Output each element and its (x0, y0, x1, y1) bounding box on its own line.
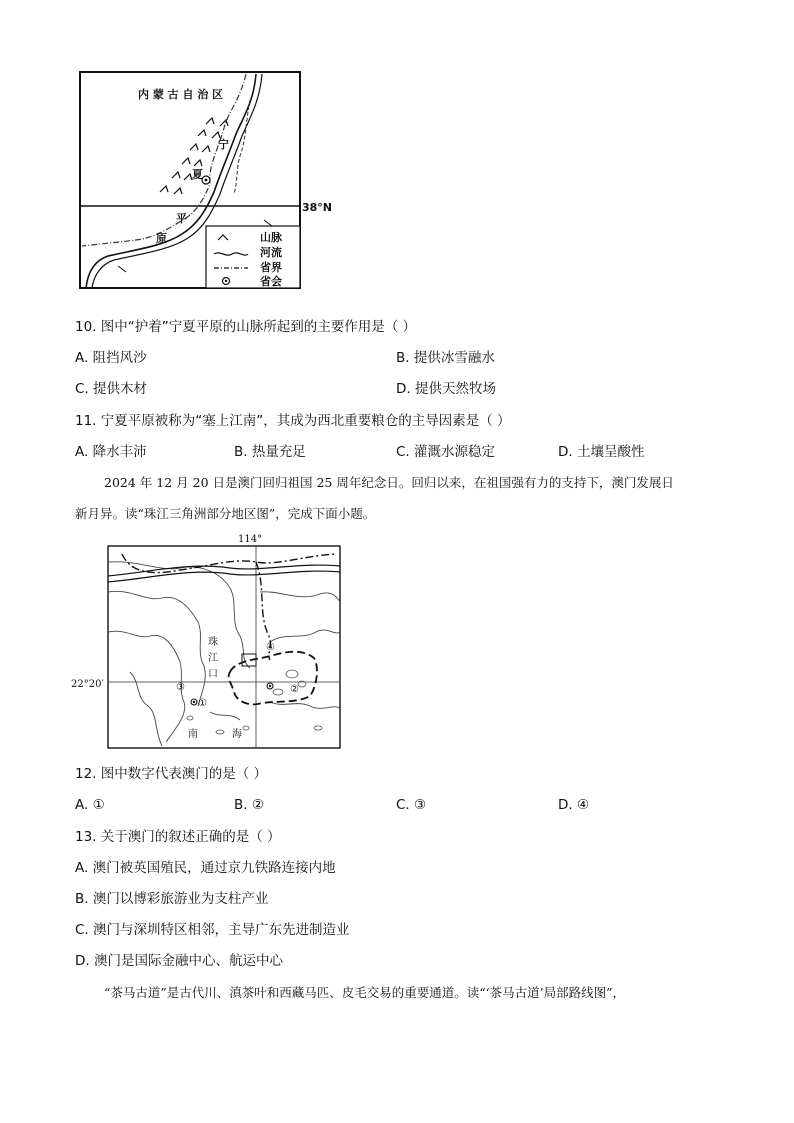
legend-capital-label: 省会 (260, 275, 282, 288)
estuary-char-zhu: 珠 (208, 637, 218, 648)
place-char-ping: 平 (176, 212, 187, 225)
passage-macao-line1: 2024 年 12 月 20 日是澳门回归祖国 25 周年纪念日。回归以来，在祖国强有力的支持下，澳门发展日 (104, 475, 674, 490)
q11-option-b[interactable]: B. 热量充足 (234, 444, 306, 460)
q12-option-b[interactable]: B. ② (234, 797, 264, 813)
q12-option-a[interactable]: A. ① (75, 797, 105, 813)
q10-option-c[interactable]: C. 提供木材 (75, 381, 148, 397)
q12-option-c[interactable]: C. ③ (396, 797, 427, 813)
region-label: 内 蒙 古 自 治 区 (138, 88, 224, 101)
q10-stem: 10. 图中“护着”宁夏平原的山脉所起到的主要作用是（ ） (75, 319, 417, 335)
map-marker-1: ① (198, 698, 207, 709)
place-char-yuan: 原 (156, 232, 167, 245)
map-marker-4: ④ (266, 642, 275, 653)
q13-stem: 13. 关于澳门的叙述正确的是（ ） (75, 829, 281, 845)
q11-option-c[interactable]: C. 灌溉水源稳定 (396, 444, 496, 460)
estuary-char-kou: 口 (208, 669, 218, 680)
place-char-xia: 夏 (192, 168, 203, 181)
passage-tea-horse-road: “茶马古道”是古代川、滇茶叶和西藏马匹、皮毛交易的重要通道。读“‘茶马古道’局部路线图”， (104, 985, 626, 1000)
q10-option-d[interactable]: D. 提供天然牧场 (396, 381, 496, 397)
map-marker-2: ② (290, 684, 299, 695)
latitude-38n-label: 38°N (302, 201, 333, 214)
q10-option-b[interactable]: B. 提供冰雪融水 (396, 350, 495, 366)
q11-option-d[interactable]: D. 土壤呈酸性 (558, 444, 645, 460)
q13-option-c[interactable]: C. 澳门与深圳特区相邻，主导广东先进制造业 (75, 922, 350, 938)
ningxia-map (78, 70, 338, 292)
map-marker-3: ③ (176, 682, 185, 693)
q13-option-a[interactable]: A. 澳门被英国殖民，通过京九铁路连接内地 (75, 860, 336, 876)
longitude-114-label: 114° (238, 534, 263, 545)
sea-char-hai: 海 (232, 729, 242, 740)
map-legend (206, 226, 300, 288)
q13-option-d[interactable]: D. 澳门是国际金融中心、航运中心 (75, 953, 283, 969)
estuary-char-jiang: 江 (208, 653, 218, 664)
q12-option-d[interactable]: D. ④ (558, 797, 590, 813)
q12-stem: 12. 图中数字代表澳门的是（ ） (75, 766, 268, 782)
q11-stem: 11. 宁夏平原被称为“塞上江南”，其成为西北重要粮仓的主导因素是（ ） (75, 413, 511, 429)
passage-macao-line2: 新月异。读“珠江三角洲部分地区图”，完成下面小题。 (75, 506, 376, 521)
place-char-ning: 宁 (218, 138, 229, 151)
q13-option-b[interactable]: B. 澳门以博彩旅游业为支柱产业 (75, 891, 269, 907)
legend-mountain-label: 山脉 (260, 231, 282, 244)
sea-char-nan: 南 (188, 729, 198, 740)
q11-option-a[interactable]: A. 降水丰沛 (75, 444, 147, 460)
legend-river-label: 河流 (260, 246, 282, 259)
latitude-2220-label: 22°20′ (71, 679, 104, 690)
q10-option-a[interactable]: A. 阻挡风沙 (75, 350, 147, 366)
legend-boundary-label: 省界 (260, 261, 282, 274)
pearl-river-delta-map (70, 532, 350, 752)
